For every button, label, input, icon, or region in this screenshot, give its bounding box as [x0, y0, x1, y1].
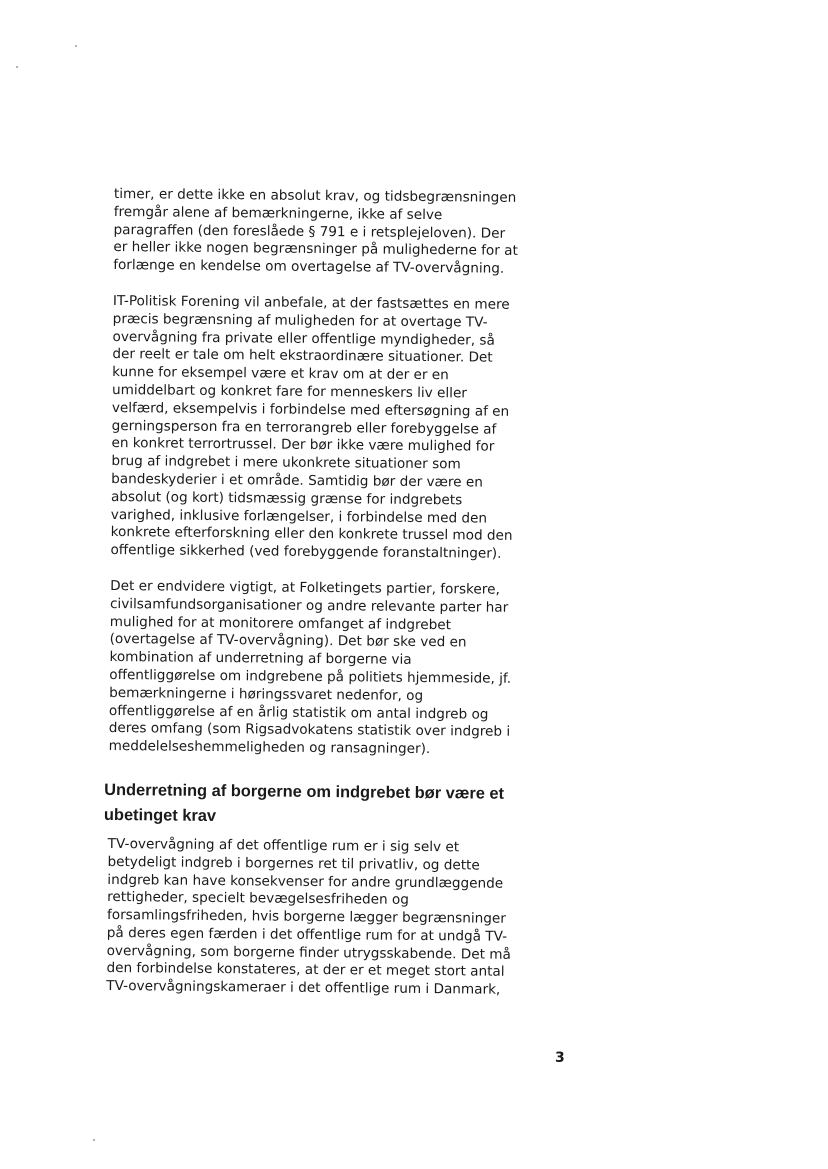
paragraph-4 [106, 836, 570, 1001]
text-line: gerningsperson fra en terrorangreb eller forebyggelse af [111, 417, 497, 438]
text-line: overvågning, som borgerne finder utrygsskabende. Det må [106, 942, 511, 963]
text-line: på deres egen færden i det offentlige rum for at undgå TV- [106, 924, 508, 945]
text-line: betydeligt indgreb i borgernes ret til privatliv, og dette [107, 853, 480, 874]
text-line: rettigheder, specielt bevægelsesfriheden og [107, 889, 409, 909]
text-line: umiddelbart og konkret fare for menneskers liv eller [111, 381, 468, 402]
paragraph-1 [113, 186, 576, 279]
text-line: TV-overvågning af det offentlige rum er i sig selv et [107, 835, 460, 856]
scan-speck [75, 45, 77, 47]
section-heading [104, 778, 570, 832]
text-line: bandeskyderier i et område. Samtidig bør der være en [111, 470, 483, 491]
text-line: brug af indgrebet i mere ukonkrete situationer som [111, 453, 461, 473]
heading-line: Underretning af borgerne om indgrebet bør være et [104, 780, 505, 803]
text-line: varighed, inklusive forlængelser, i forbindelse med den [110, 506, 488, 527]
text-line: offentliggørelse af en årlig statistik om antal indgreb og [108, 702, 489, 723]
text-line: deres omfang (som Rigsadvokatens statistik over indgreb i [108, 720, 511, 741]
text-line: IT-Politisk Forening vil anbefale, at der fastsættes en mere [112, 292, 510, 313]
text-line: fremgår alene af bemærkningerne, ikke af selve [113, 203, 443, 223]
text-line: mulighed for at monitorere omfanget af indgrebet [109, 613, 452, 633]
text-line: TV-overvågningskameraer i det offentlige rum i Danmark, [106, 978, 501, 999]
text-line: absolut (og kort) tidsmæssig grænse for indgrebets [110, 488, 463, 509]
scan-speck [93, 1139, 95, 1141]
text-line: forsamlingsfriheden, hvis borgerne lægger begrænsninger [106, 907, 506, 927]
paragraph-2 [110, 293, 575, 564]
text-line: meddelelseshemmeligheden og ransagninger). [108, 738, 431, 758]
text-line: velfærd, eksempelvis i forbindelse med eftersøgning af en [111, 399, 510, 420]
text-line: Det er endvidere vigtigt, at Folketingets partier, forskere, [110, 577, 500, 598]
text-line: bemærkningerne i høringssvaret nedenfor, og [109, 684, 424, 704]
text-line: er heller ikke nogen begrænsninger på mulighederne for at [113, 239, 518, 260]
document-body [103, 186, 576, 1018]
text-line: timer, er dette ikke en absolut krav, og tidsbegrænsningen [113, 186, 517, 206]
text-line: overvågning fra private eller offentlige myndigheder, så [112, 328, 495, 349]
text-line: en konkret terrortrussel. Der bør ikke være mulighed for [111, 435, 495, 456]
text-line: (overtagelse af TV-overvågning). Det bør ske ved en [109, 631, 467, 651]
page-number: 3 [555, 1050, 565, 1066]
text-line: indgreb kan have konsekvenser for andre grundlæggende [107, 871, 504, 892]
heading-line: ubetinget krav [103, 805, 217, 825]
text-line: offentlige sikkerhed (ved forebyggende foranstaltninger). [110, 542, 502, 562]
scan-speck [16, 66, 18, 68]
paragraph-3 [109, 578, 573, 760]
text-line: kunne for eksempel være et krav om at der er en [112, 364, 449, 384]
text-line: civilsamfundsorganisationer og andre relevante parter har [109, 595, 509, 616]
text-line: offentliggørelse om indgrebene på politiets hjemmeside, jf. [109, 666, 512, 687]
text-line: den forbindelse konstateres, at der er et meget stort antal [106, 960, 505, 981]
text-line: paragraffen (den foreslåede § 791 e i retsplejeloven). Der [113, 221, 506, 242]
text-line: forlænge en kendelse om overtagelse af TV-overvågning. [113, 257, 505, 277]
text-line: der reelt er tale om helt ekstraordinære situationer. Det [112, 346, 493, 367]
text-line: præcis begrænsning af muligheden for at overtage TV- [112, 310, 488, 331]
text-line: kombination af underretning af borgerne via [109, 649, 412, 669]
text-line: konkrete efterforskning eller den konkrete trussel mod den [110, 524, 513, 545]
